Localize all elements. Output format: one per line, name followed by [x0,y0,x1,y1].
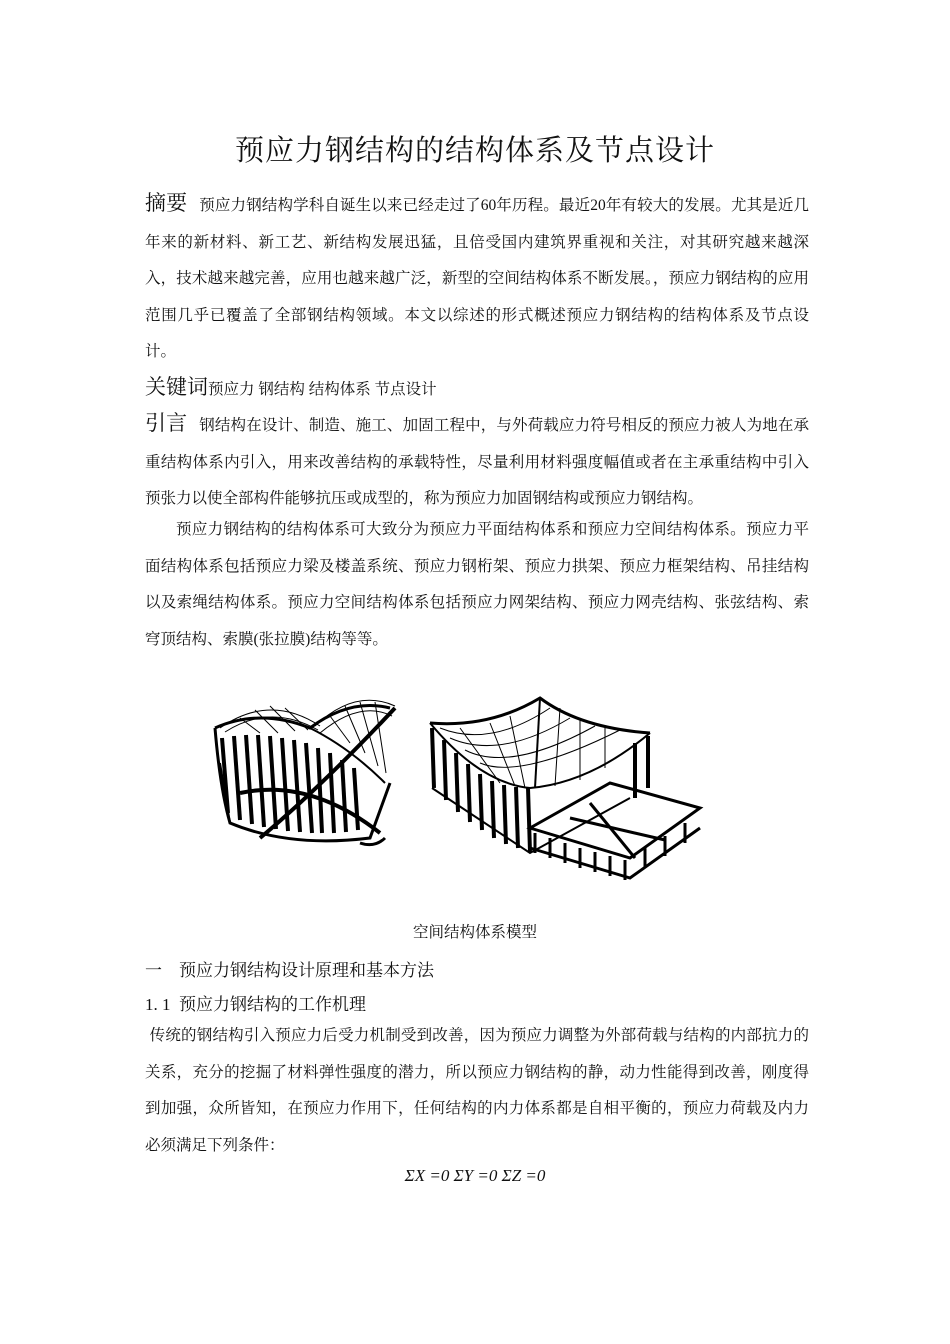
structure-systems-paragraph: 预应力钢结构的结构体系可大致分为预应力平面结构体系和预应力空间结构体系。预应力平面结构体系包括预应力梁及楼盖系统、预应力钢桁架、预应力拱架、预应力框架结构、吊挂结构以及索绳结构体系。预应力空间结构体系包括预应力网架结构、预应力网壳结构、张弦结构、索穹顶结构、索膜(张拉膜)结构等等。 [145,521,809,648]
section-1-number: 一 [145,961,162,980]
keywords-label: 关键词 [145,375,208,399]
abstract-text: 预应力钢结构学科自诞生以来已经走过了60年历程。最近20年有较大的发展。尤其是近几年来的新材料、新工艺、新结构发展迅猛，且倍受国内建筑界重视和关注，对其研究越来越深入，技术越来越完善，应用也越来越广泛，新型的空间结构体系不断发展。，预应力钢结构的应用范围几乎已覆盖了全部钢结构领域。本文以综述的形式概述预应力钢结构的结构体系及节点设计。 [145,197,809,360]
equilibrium-formula: ΣX =0 ΣY =0 ΣZ =0 [404,1166,546,1185]
keywords-text: 预应力 钢结构 结构体系 节点设计 [208,381,437,398]
section-1-title: 预应力钢结构设计原理和基本方法 [179,961,434,980]
working-mechanism-paragraph: 传统的钢结构引入预应力后受力机制受到改善，因为预应力调整为外部荷载与结构的内部抗力的关系，充分的挖掘了材料弹性强度的潜力，所以预应力钢结构的静，动力性能得到改善，刚度得到加强，众所皆知，在预应力作用下，任何结构的内力体系都是自相平衡的，预应力荷载及内力必须满足下列条件： [145,1027,809,1154]
arched-shell-model [215,700,395,844]
suspended-roof-model [430,698,700,880]
figure-caption: 空间结构体系模型 [412,924,537,941]
intro-text: 钢结构在设计、制造、施工、加固工程中，与外荷载应力符号相反的预应力被人为地在承重结构体系内引入，用来改善结构的承载特性，尽量利用材料强度幅值或者在主承重结构中引入预张力以使全部构件能够抗压或成型的，称为预应力加固钢结构或预应力钢结构。 [145,417,809,507]
abstract-label: 摘要 [145,191,188,215]
abstract-paragraph [145,185,809,371]
section-1-1-title: 预应力钢结构的工作机理 [179,995,366,1014]
intro-label: 引言 [145,411,188,435]
section-1-1-number: 1. 1 [145,995,171,1014]
document-title: 预应力钢结构的结构体系及节点设计 [234,135,715,167]
section-1-1-heading [145,990,366,1015]
section-1-heading [145,956,434,981]
keywords-line [145,369,809,409]
intro-paragraph [145,405,809,518]
structure-models-figure [200,688,720,903]
